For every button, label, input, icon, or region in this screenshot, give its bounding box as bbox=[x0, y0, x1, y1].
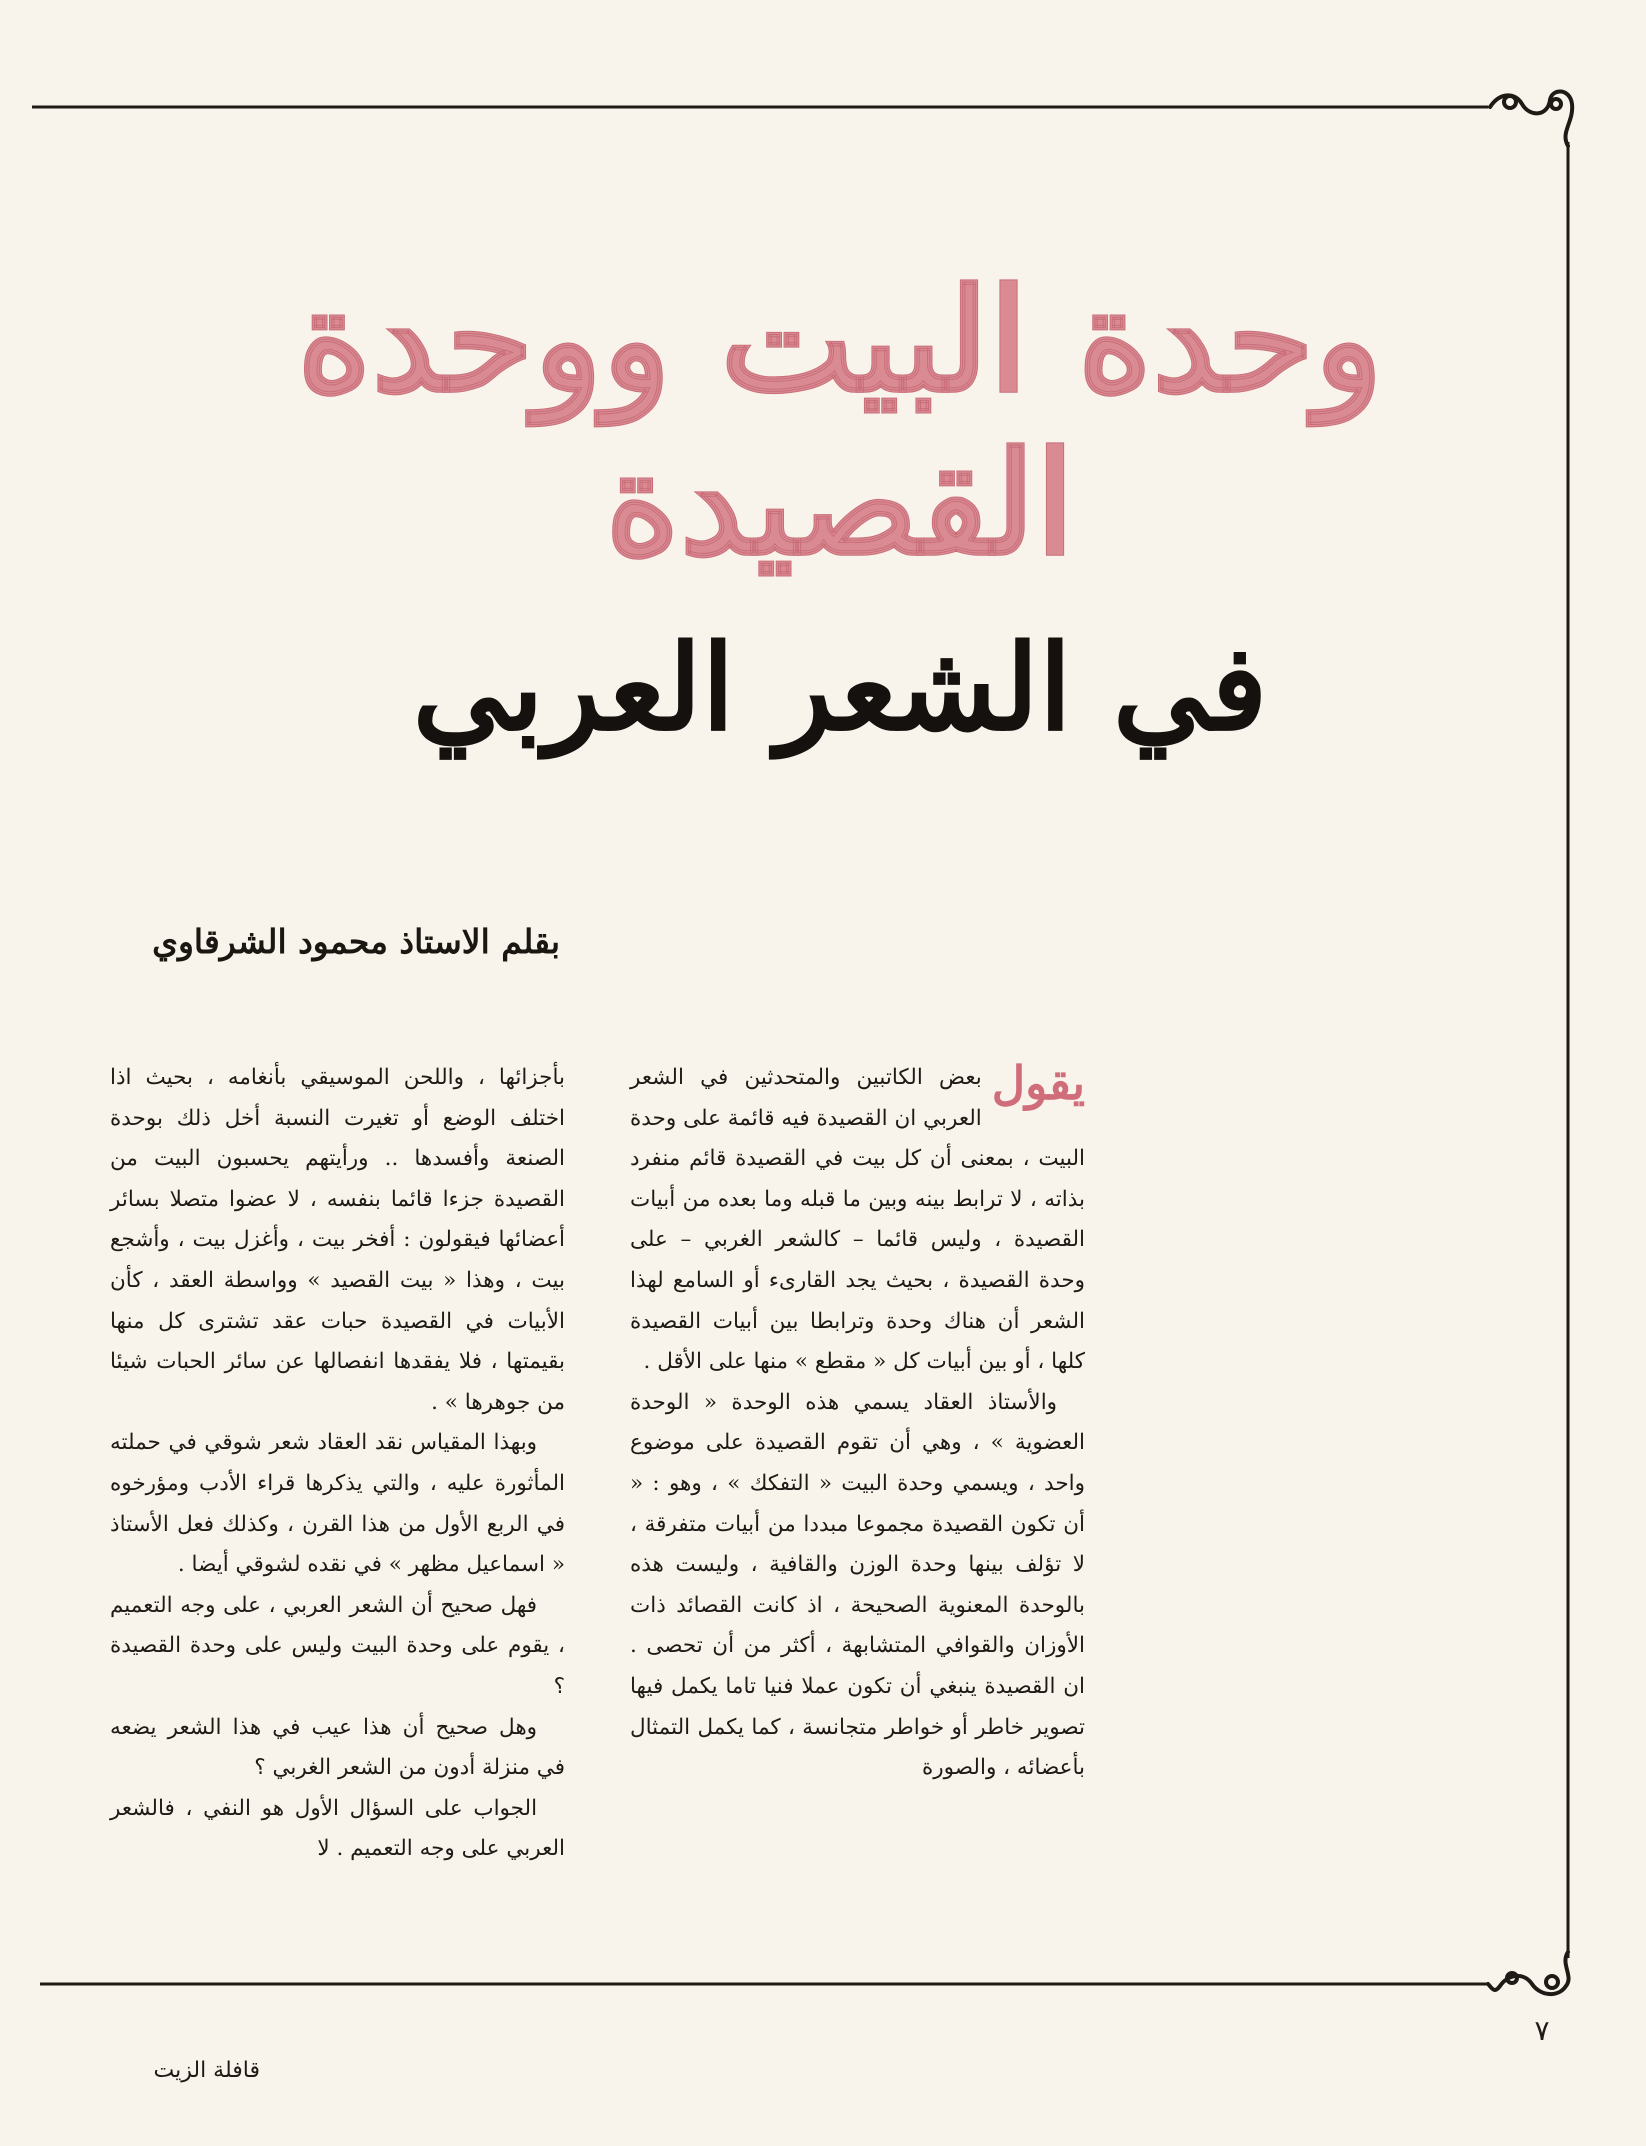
page-number: ٧ bbox=[1534, 2014, 1550, 2047]
drop-word: يقول bbox=[991, 1056, 1085, 1110]
scroll-ornament-icon bbox=[1490, 91, 1572, 146]
page-subtitle: في الشعر العربي bbox=[412, 617, 1268, 757]
article-column-left bbox=[110, 1058, 565, 1898]
article-paragraph: وبهذا المقياس نقد العقاد شعر شوقي في حملته المأثورة عليه ، والتي يذكرها قراء الأدب ومؤرخوه في الربع الأول من هذا القرن ، وكذلك فعل الأستاذ « اسماعيل مظهر » في نقده لشوقي أيضا . bbox=[110, 1430, 565, 1578]
article-paragraph: والأستاذ العقاد يسمي هذه الوحدة « الوحدة العضوية » ، وهي أن تقوم القصيدة على موضوع واحد ، ويسمي وحدة البيت « التفكك » ، وهو : « أن تكون القصيدة مجموعا مبددا من أبيات متفرقة ، لا تؤلف بينها وحدة الوزن والقافية ، وليست هذه بالوحدة المعنوية الصحيحة ، اذ كانت القصائد ذات الأوزان والقوافي المتشابهة ، أكثر من أن تحصى . ان القصيدة ينبغي أن تكون عملا فنيا تاما يكمل فيها تصوير خاطر أو خواطر متجانسة ، كما يكمل التمثال بأعضائه ، والصورة bbox=[630, 1389, 1085, 1781]
author-byline: بقلم الاستاذ محمود الشرقاوي bbox=[152, 922, 560, 961]
article-paragraph: بأجزائها ، واللحن الموسيقي بأنغامه ، بحيث اذا اختلف الوضع أو تغيرت النسبة أخل ذلك بوحدة الصنعة وأفسدها .. ورأيتهم يحسبون البيت من القصيدة جزءا قائما بنفسه ، لا عضوا متصلا بسائر أعضائها فيقولون : أفخر بيت ، وأغزل بيت ، وأشجع بيت ، وهذا « بيت القصيد » وواسطة العقد ، كأن الأبيات في القصيدة حبات عقد تشترى كل منها بقيمتها ، فلا يفقدها انفصالها عن سائر الحبات شيئا من جوهرها » . bbox=[110, 1065, 565, 1415]
article-body bbox=[110, 1058, 1085, 1898]
article-paragraph: وهل صحيح أن هذا عيب في هذا الشعر يضعه في منزلة أدون من الشعر الغربي ؟ bbox=[110, 1714, 565, 1781]
paragraph-text: بعض الكاتبين والمتحدثين في الشعر العربي ان القصيدة فيه قائمة على وحدة البيت ، بمعنى أن كل بيت في القصيدة قائم منفرد بذاته ، لا ترابط بينه وبين ما قبله وما بعده من أبيات القصيدة ، وليس قائما – كالشعر الغربي – على وحدة القصيدة ، بحيث يجد القارىء أو السامع لهذا الشعر أن هناك وحدة وترابطا بين أبيات القصيدة كلها ، أو بين أبيات كل « مقطع » منها على الأقل . bbox=[630, 1065, 1085, 1375]
magazine-name: قافلة الزيت bbox=[153, 2058, 260, 2083]
article-column-right bbox=[630, 1058, 1085, 1898]
title-block bbox=[130, 260, 1550, 758]
article-paragraph bbox=[630, 1058, 1085, 1383]
article-paragraph: فهل صحيح أن الشعر العربي ، على وجه التعميم ، يقوم على وحدة البيت وليس على وحدة القصيدة ؟ bbox=[110, 1592, 565, 1699]
article-paragraph: الجواب على السؤال الأول هو النفي ، فالشعر العربي على وجه التعميم . لا bbox=[110, 1795, 565, 1862]
scroll-ornament-icon bbox=[1488, 1952, 1569, 1994]
page-title: وحدة البيت ووحدة القصيدة bbox=[297, 258, 1383, 588]
